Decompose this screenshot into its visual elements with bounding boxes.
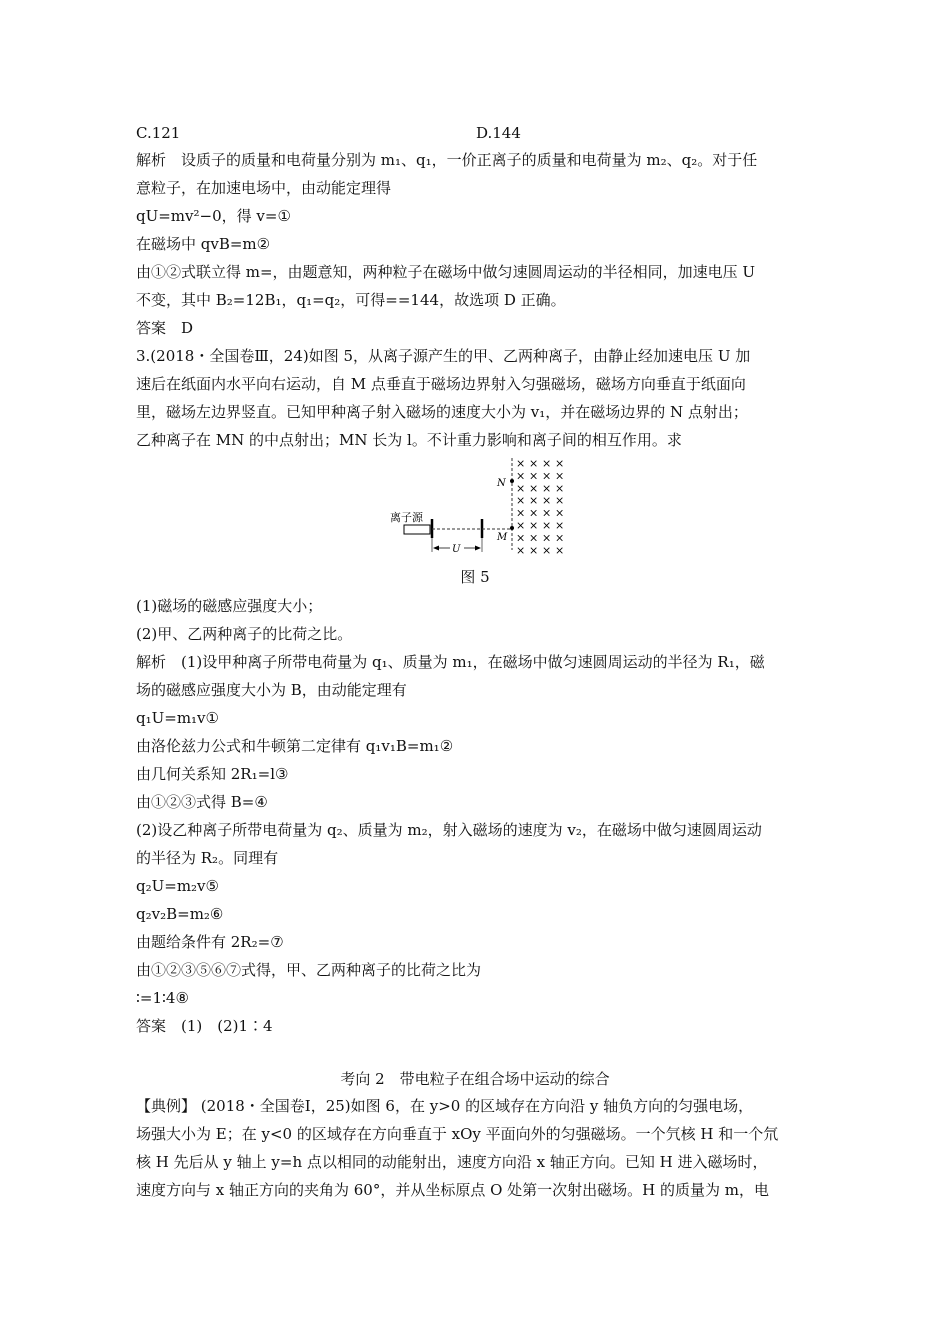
solution-line: 由几何关系知 2R₁=l③ [136,765,289,783]
field-cross: × [516,481,526,495]
solution-line: 由洛伦兹力公式和牛顿第二定律有 q₁v₁B=m₁② [136,737,454,755]
voltage-arrowhead-left [433,546,439,551]
field-cross: × [529,543,539,557]
figure-caption: 图 5 [460,568,490,586]
answer-line: 答案 D [136,319,194,337]
text-line: 由①②式联立得 m=，由题意知，两种粒子在磁场中做匀速圆周运动的半径相同，加速电压 U [136,263,755,281]
example-line: 【典例】 (2018・全国卷Ⅰ，25)如图 6，在 y>0 的区域存在方向沿 y 轴负方向的匀强电场， [136,1097,754,1115]
field-cross: × [542,469,552,483]
solution-line: (2)设乙种离子所带电荷量为 q₂、质量为 m₂，射入磁场的速度为 v₂，在磁场中做匀速圆周运动 [136,821,762,839]
field-cross: × [516,531,526,545]
field-cross: × [529,469,539,483]
field-cross: × [516,457,526,470]
solution-line: 由①②③式得 B=④ [136,793,268,811]
field-cross: × [516,519,526,532]
field-cross: × [555,494,565,508]
ion-source-label: 离子源 [390,511,423,524]
field-cross: × [542,519,552,532]
field-cross: × [542,506,552,520]
field-cross: × [555,531,565,545]
figure-5-diagram [386,456,566,560]
magnetic-field-grid [516,457,564,557]
point-m-dot [510,526,514,530]
solution-line: 由①②③⑤⑥⑦式得，甲、乙两种离子的比荷之比为 [136,961,482,979]
equation-line: q₂v₂B=m₂⑥ [136,905,224,923]
field-cross: × [529,457,539,470]
problem-line: 里，磁场左边界竖直。已知甲种离子射入磁场的速度大小为 v₁，并在磁场边界的 N 点射出； [136,403,748,421]
equation-line: 在磁场中 qvB=m② [136,235,271,253]
field-cross: × [542,494,552,508]
text-line: 不变，其中 B₂=12B₁，q₁=q₂，可得==144，故选项 D 正确。 [136,291,566,309]
text-line: 解析 设质子的质量和电荷量分别为 m₁、q₁，一价正离子的质量和电荷量为 m₂、q₂。对于任 [136,151,758,169]
problem-line: 3.(2018・全国卷Ⅲ，24)如图 5，从离子源产生的甲、乙两种离子，由静止经加速电压 U 加 [136,347,751,365]
field-cross: × [555,519,565,532]
field-cross: × [542,543,552,557]
point-n-dot [510,479,514,483]
field-cross: × [529,506,539,520]
field-cross: × [542,457,552,470]
equation-line: q₁U=m₁v① [136,709,219,727]
voltage-arrowhead-right [475,546,481,551]
equation-line: q₂U=m₂v⑤ [136,877,219,895]
choice-d: D.144 [476,124,521,142]
example-line: 核 H 先后从 y 轴上 y=h 点以相同的动能射出，速度方向沿 x 轴正方向。已知 H 进入磁场时， [136,1153,768,1171]
field-cross: × [542,481,552,495]
solution-line: 由题给条件有 2R₂=⑦ [136,933,284,951]
voltage-label: U [452,544,461,555]
equation-line: ∶=1∶4⑧ [136,989,189,1007]
field-cross: × [529,494,539,508]
solution-line: 的半径为 R₂。同理有 [136,849,279,867]
field-cross: × [555,457,565,470]
solution-line: 场的磁感应强度大小为 B，由动能定理有 [136,681,407,699]
field-cross: × [542,531,552,545]
equation-line: qU=mv²−0，得 v=① [136,207,291,225]
field-cross: × [555,543,565,557]
solution-line: 解析 (1)设甲种离子所带电荷量为 q₁、质量为 m₁，在磁场中做匀速圆周运动的半径为 R₁，磁 [136,653,765,671]
section-heading: 考向 2 带电粒子在组合场中运动的综合 [340,1070,610,1088]
field-cross: × [529,531,539,545]
field-cross: × [516,469,526,483]
field-cross: × [555,506,565,520]
field-cross: × [516,506,526,520]
field-cross: × [516,494,526,508]
problem-line: 速后在纸面内水平向右运动，自 M 点垂直于磁场边界射入匀强磁场，磁场方向垂直于纸面向 [136,375,746,393]
field-cross: × [529,519,539,532]
choice-c: C.121 [136,124,181,142]
field-cross: × [555,469,565,483]
field-cross: × [555,481,565,495]
example-line: 速度方向与 x 轴正方向的夹角为 60°，并从坐标原点 O 处第一次射出磁场。H 的质量为 m，电 [136,1181,770,1199]
question-line: (1)磁场的磁感应强度大小； [136,597,323,615]
question-line: (2)甲、乙两种离子的比荷之比。 [136,625,353,643]
point-m-label: M [497,532,508,543]
answer-line: 答案 (1) (2)1∶4 [136,1017,273,1035]
field-cross: × [529,481,539,495]
problem-line: 乙种离子在 MN 的中点射出；MN 长为 l。不计重力影响和离子间的相互作用。求 [136,431,682,449]
field-cross: × [516,543,526,557]
point-n-label: N [497,478,506,489]
text-line: 意粒子，在加速电场中，由动能定理得 [136,179,392,197]
ion-source-box [404,525,430,534]
example-line: 场强大小为 E；在 y<0 的区域存在方向垂直于 xOy 平面向外的匀强磁场。一个氕核 H 和一个氘 [136,1125,779,1143]
